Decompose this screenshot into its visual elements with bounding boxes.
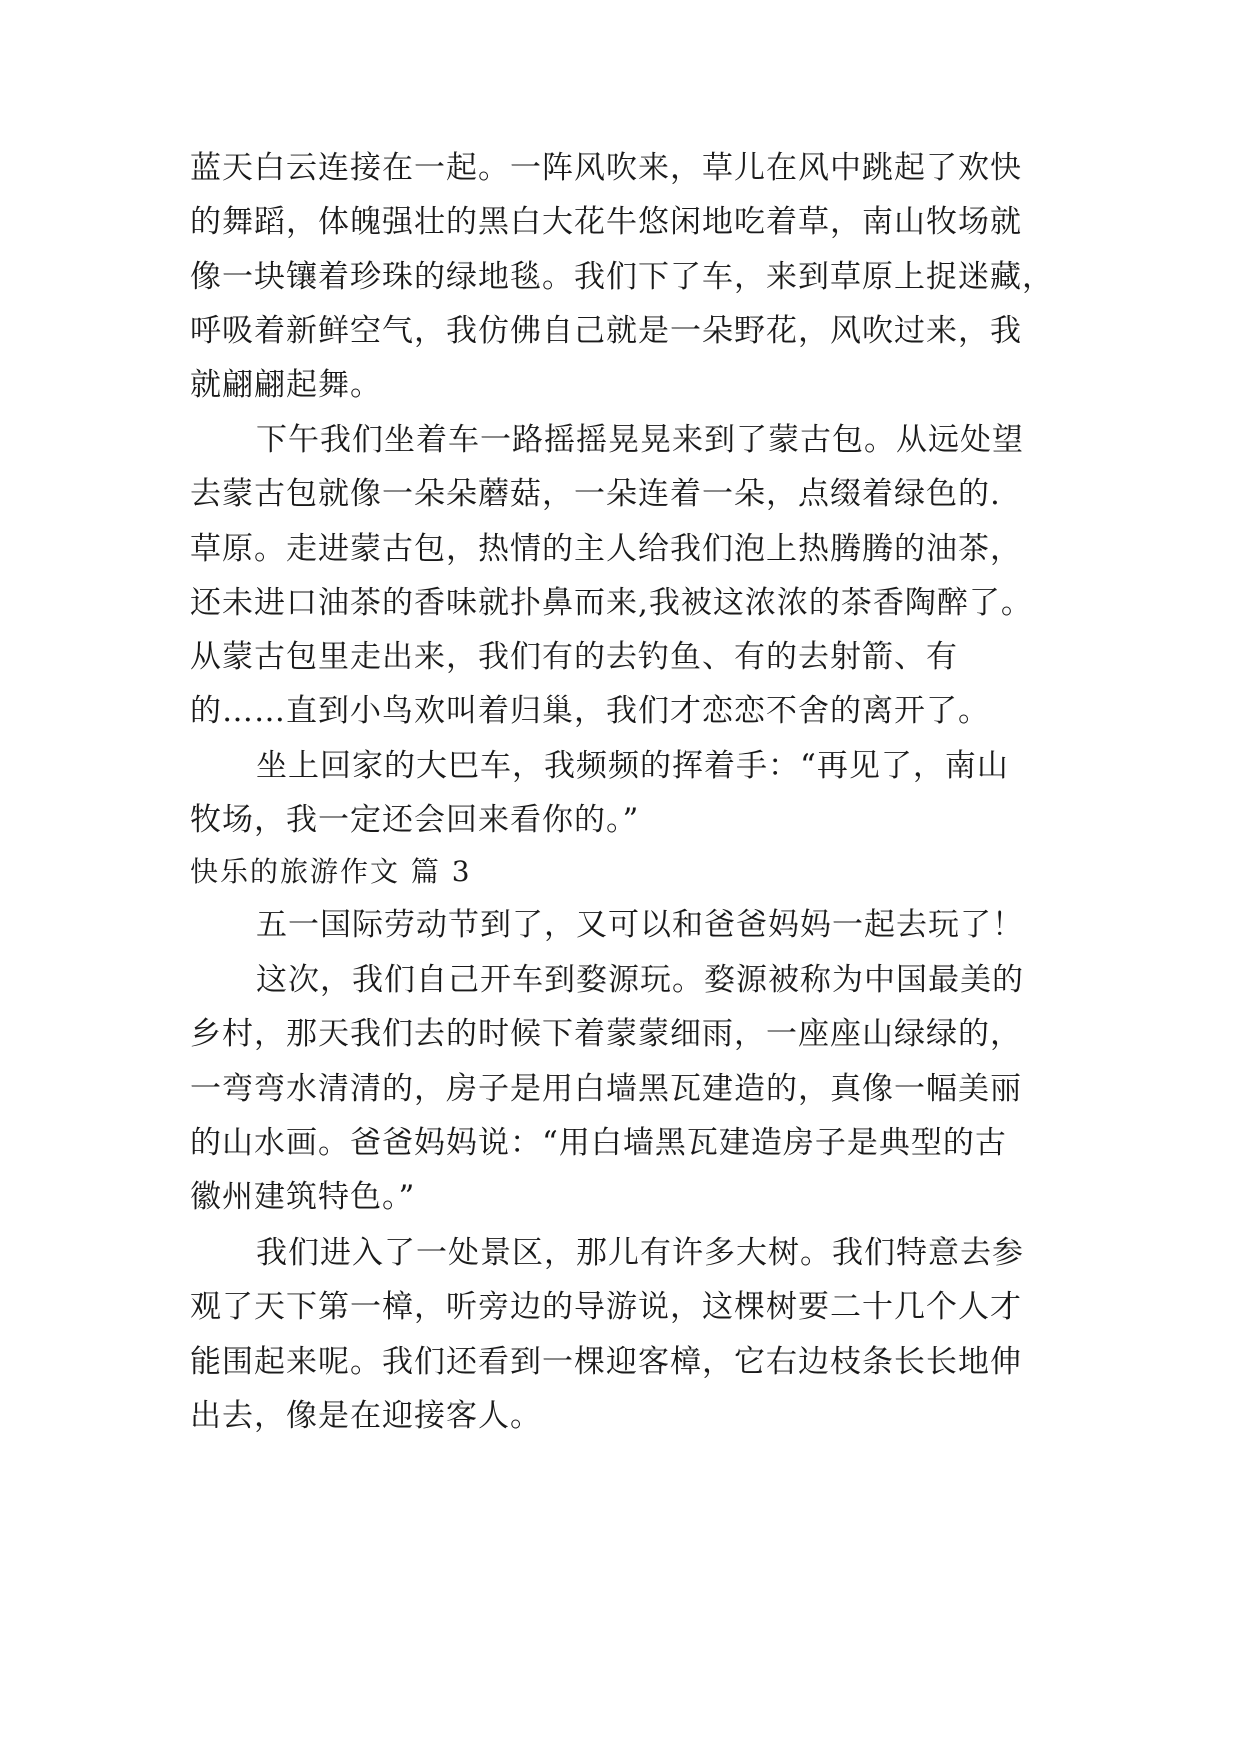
paragraph-1-line-5: 就翩翩起舞。 [190,367,382,403]
paragraph-5-line-2: 乡村，那天我们去的时候下着蒙蒙细雨，一座座山绿绿的， [190,1016,1022,1052]
paragraph-2-line-3: 草原。走进蒙古包，热情的主人给我们泡上热腾腾的油茶， [190,531,1022,567]
paragraph-5-line-3: 一弯弯水清清的，房子是用白墙黑瓦建造的，真像一幅美丽 [190,1071,1022,1107]
paragraph-1-line-3: 像一块镶着珍珠的绿地毯。我们下了车，来到草原上捉迷藏， [190,259,1054,295]
paragraph-3-line-1: 坐上回家的大巴车，我频频的挥着手：“再见了，南山 [256,748,1009,784]
paragraph-1-line-2: 的舞蹈，体魄强壮的黑白大花牛悠闲地吃着草，南山牧场就 [190,204,1022,240]
paragraph-6-line-2: 观了天下第一樟，听旁边的导游说，这棵树要二十几个人才 [190,1289,1022,1325]
paragraph-1-line-4: 呼吸着新鲜空气，我仿佛自己就是一朵野花，风吹过来，我 [190,313,1022,349]
paragraph-5-line-1: 这次，我们自己开车到婺源玩。婺源被称为中国最美的 [256,962,1024,998]
paragraph-5-line-4: 的山水画。爸爸妈妈说：“用白墙黑瓦建造房子是典型的古 [190,1125,1007,1161]
paragraph-6-line-3: 能围起来呢。我们还看到一棵迎客樟，它右边枝条长长地伸 [190,1344,1022,1380]
paragraph-3-line-2: 牧场，我一定还会回来看你的。” [190,802,640,838]
paragraph-1-line-1: 蓝天白云连接在一起。一阵风吹来，草儿在风中跳起了欢快 [190,150,1022,186]
paragraph-4-line-1: 五一国际劳动节到了，又可以和爸爸妈妈一起去玩了！ [256,907,1024,943]
section-heading: 快乐的旅游作文 篇 3 [190,855,472,888]
paragraph-2-line-6: 的……直到小鸟欢叫着归巢，我们才恋恋不舍的离开了。 [190,693,990,729]
paragraph-2-line-2: 去蒙古包就像一朵朵蘑菇，一朵连着一朵，点缀着绿色的. [190,476,1001,512]
paragraph-6-line-4: 出去，像是在迎接客人。 [190,1398,542,1434]
paragraph-2-line-5: 从蒙古包里走出来，我们有的去钓鱼、有的去射箭、有 [190,639,958,675]
paragraph-6-line-1: 我们进入了一处景区，那儿有许多大树。我们特意去参 [256,1235,1024,1271]
paragraph-2-line-1: 下午我们坐着车一路摇摇晃晃来到了蒙古包。从远处望 [256,422,1024,458]
paragraph-2-line-4: 还未进口油茶的香味就扑鼻而来,我被这浓浓的茶香陶醉了。 [190,585,1033,621]
paragraph-5-line-5: 徽州建筑特色。” [190,1179,416,1215]
